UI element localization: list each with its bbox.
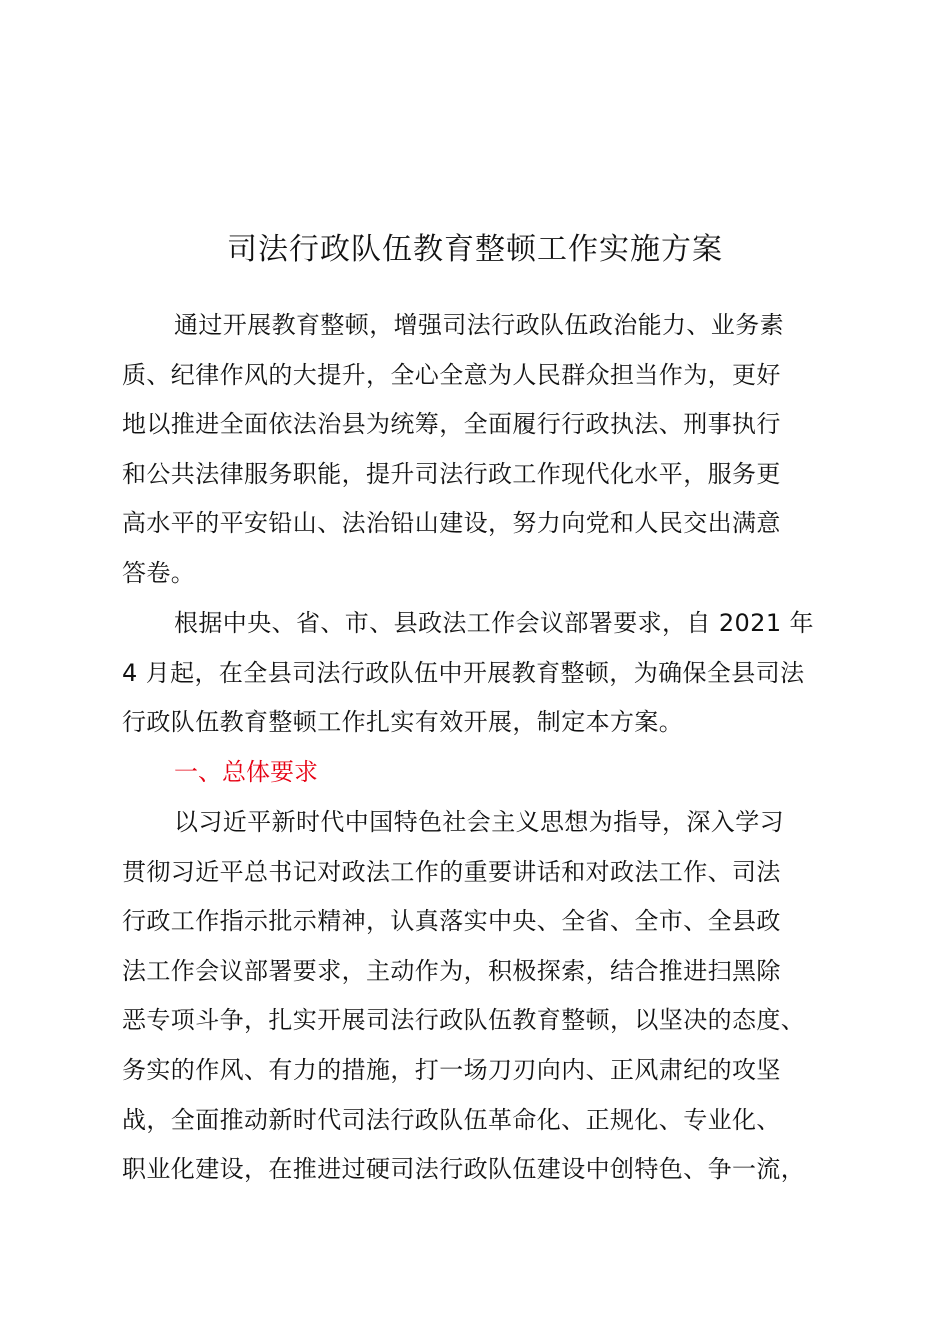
text-line: 以习近平新时代中国特色社会主义思想为指导，深入学习 (174, 808, 784, 836)
text-line: 职业化建设，在推进过硬司法行政队伍建设中创特色、争一流， (122, 1155, 806, 1184)
document-title: 司法行政队伍教育整顿工作实施方案 (227, 232, 723, 267)
text-line: 地以推进全面依法治县为统筹，全面履行行政执法、刑事执行 (122, 410, 781, 439)
text-line: 高水平的平安铅山、法治铅山建设，努力向党和人民交出满意 (122, 509, 781, 538)
text-line: 和公共法律服务职能，提升司法行政工作现代化水平，服务更 (122, 459, 781, 488)
text-line: 答卷。 (122, 558, 196, 587)
text-line: 根据中央、省、市、县政法工作会议部署要求，自 2021 年 (174, 609, 814, 637)
text-line: 法工作会议部署要求，主动作为，积极探索，结合推进扫黑除 (122, 956, 781, 985)
text-line: 战，全面推动新时代司法行政队伍革命化、正规化、专业化、 (122, 1105, 781, 1134)
text-line: 恶专项斗争，扎实开展司法行政队伍教育整顿，以坚决的态度、 (122, 1006, 806, 1035)
paragraph-intro (122, 301, 842, 599)
text-line: 务实的作风、有力的措施，打一场刀刃向内、正风肃纪的攻坚 (122, 1055, 781, 1084)
text-line: 贯彻习近平总书记对政法工作的重要讲话和对政法工作、司法 (122, 857, 781, 886)
text-line: 行政工作指示批示精神，认真落实中央、全省、全市、全县政 (122, 907, 781, 936)
section-heading: 一、总体要求 (174, 758, 318, 786)
text-line: 通过开展教育整顿，增强司法行政队伍政治能力、业务素 (174, 311, 784, 339)
text-line: 质、纪律作风的大提升，全心全意为人民群众担当作为，更好 (122, 360, 781, 389)
text-line: 4 月起，在全县司法行政队伍中开展教育整顿，为确保全县司法 (122, 658, 805, 687)
paragraph-general-requirements (122, 798, 842, 1195)
text-line: 行政队伍教育整顿工作扎实有效开展，制定本方案。 (122, 708, 684, 737)
paragraph-basis (122, 599, 842, 748)
document-body (122, 301, 842, 1195)
